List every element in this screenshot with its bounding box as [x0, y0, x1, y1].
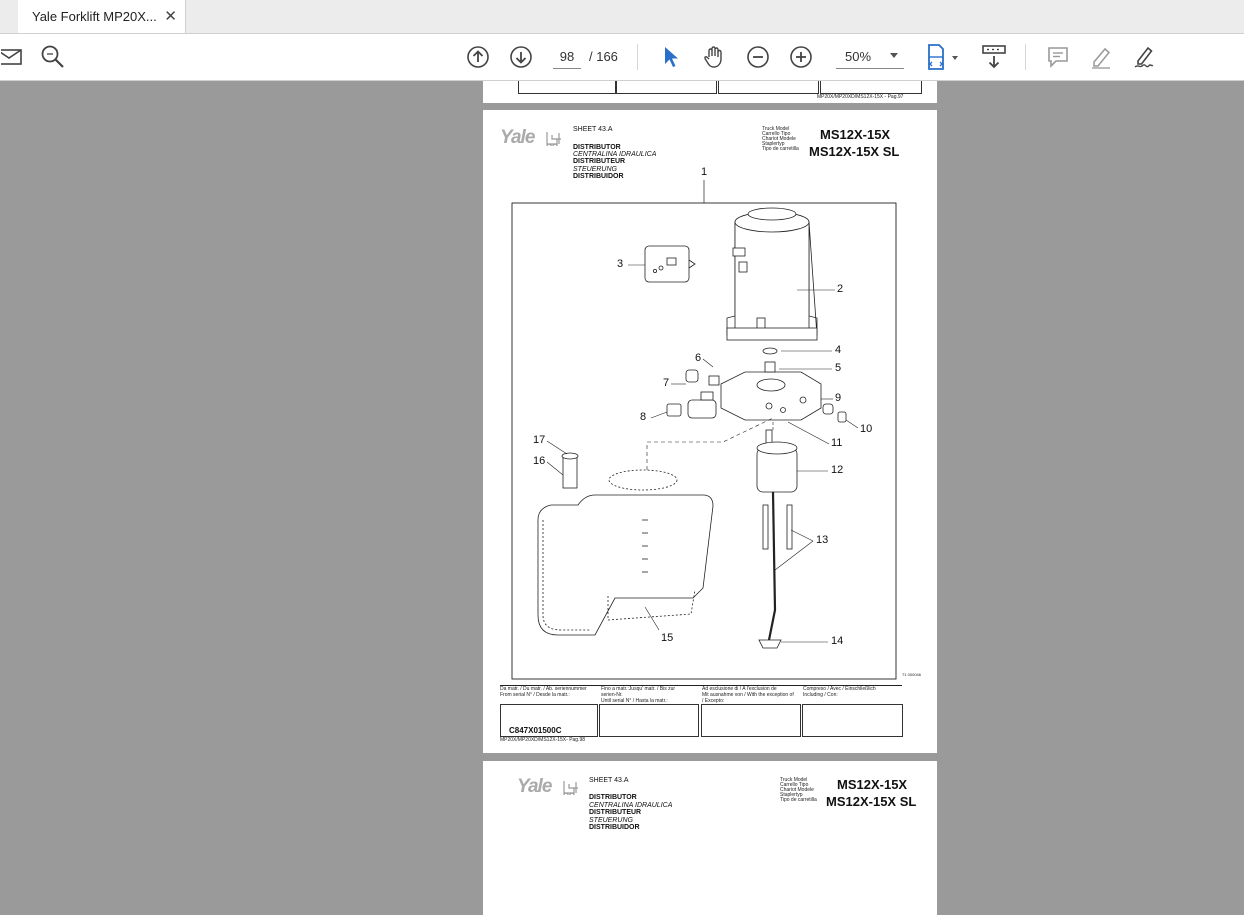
column-header: Ad esclusione di / A l'exclusion de: [702, 686, 777, 692]
tab-title: Yale Forklift MP20X...: [32, 9, 157, 24]
page-footer: MP20X/MP20XD/MS12X-15X - Pag.97: [817, 94, 904, 100]
tab-bar: [0, 0, 1244, 34]
title-line: DISTRIBUTEUR: [589, 809, 642, 816]
zoom-in-icon[interactable]: [787, 34, 815, 80]
truck-model-label: Carrello Tipo: [762, 131, 791, 137]
yale-logo: Yale: [517, 776, 552, 797]
part-3-drawing: [645, 246, 695, 282]
pdf-page: [483, 761, 937, 915]
title-line: STEUERUNG: [589, 817, 633, 824]
truck-model-label: Staplertyp: [762, 141, 785, 147]
title-line: DISTRIBUIDOR: [589, 824, 640, 831]
callout-8: 8: [640, 411, 647, 423]
chevron-down-icon: [890, 53, 898, 58]
zoom-out-icon[interactable]: [744, 34, 772, 80]
column-header: serien-Nr.: [601, 692, 623, 698]
valve-block-drawing: [667, 348, 846, 422]
mail-icon[interactable]: [0, 34, 24, 80]
model-name: MS12X-15X SL: [809, 144, 900, 159]
callout-17: 17: [533, 434, 546, 446]
callout-15: 15: [661, 632, 674, 644]
yale-logo: Yale: [500, 127, 535, 148]
sheet-number: SHEET 43.A: [589, 777, 629, 784]
drawing-code: T1 000046: [901, 672, 921, 677]
column-header: Da matr. / Du matr. / Ab. seriennummer: [500, 686, 587, 692]
truck-model-label: Truck Model: [762, 126, 790, 132]
callout-11: 11: [831, 437, 843, 449]
truck-model-label: Staplertyp: [780, 792, 803, 798]
tank-drawing: [538, 453, 713, 635]
column-header: Mit ausnahme von / With the exception of: [702, 692, 794, 698]
title-line: DISTRIBUTOR: [573, 144, 621, 151]
title-line: DISTRIBUTEUR: [573, 158, 626, 165]
column-header: From serial N° / Desde la matr.:: [500, 692, 570, 698]
callout-3: 3: [617, 258, 624, 270]
serial-from: C847X01500C: [509, 726, 562, 735]
fit-page-icon[interactable]: [922, 34, 962, 80]
previous-page: [483, 81, 937, 103]
serial-box: [820, 81, 922, 94]
search-icon[interactable]: [38, 34, 68, 80]
title-line: DISTRIBUIDOR: [573, 173, 624, 180]
title-line: STEUERUNG: [573, 166, 617, 173]
callout-12: 12: [831, 464, 844, 476]
serial-box: [802, 704, 903, 737]
column-header: Until serial N° / Hasta la matr.:: [601, 698, 668, 704]
truck-model-label: Carrello Tipo: [780, 782, 809, 788]
page-number-input[interactable]: [553, 44, 581, 69]
pump-drawing: [757, 430, 797, 648]
callout-9: 9: [835, 392, 842, 404]
callout-14: 14: [831, 635, 844, 647]
callout-1: 1: [701, 166, 708, 178]
document-viewer[interactable]: [0, 81, 1244, 915]
truck-model-label: Tipo de carretilla: [762, 146, 799, 152]
comment-icon[interactable]: [1044, 34, 1072, 80]
previous-page-icon[interactable]: [464, 34, 492, 80]
model-name: MS12X-15X SL: [826, 794, 917, 809]
model-name: MS12X-15X: [820, 127, 891, 142]
callout-4: 4: [835, 344, 842, 356]
toolbar: [0, 34, 1244, 81]
truck-model-label: Chariot Modele: [780, 787, 814, 793]
pdf-page: [483, 110, 937, 753]
sign-icon[interactable]: [1130, 34, 1160, 80]
serial-box: [599, 704, 699, 737]
callout-2: 2: [837, 283, 844, 295]
callout-5: 5: [835, 362, 842, 374]
truck-model-label: Truck Model: [780, 777, 808, 783]
title-line: CENTRALINA IDRAULICA: [589, 802, 673, 809]
motor-drawing: [727, 208, 817, 340]
page-total: / 166: [589, 49, 618, 64]
column-header: Including / Con:: [803, 692, 838, 698]
document-tab[interactable]: [18, 0, 186, 33]
select-tool-icon[interactable]: [657, 34, 685, 80]
title-line: DISTRIBUTOR: [589, 794, 637, 801]
truck-model-label: Chariot Modele: [762, 136, 796, 142]
callout-16: 16: [533, 455, 546, 467]
toolbar-divider: [1025, 44, 1026, 70]
serial-box: [718, 81, 819, 94]
truck-model-label: Tipo de carretilla: [780, 797, 817, 803]
serial-box: [518, 81, 616, 94]
serial-box: [616, 81, 717, 94]
column-header: Fino a matr.:Jusqu' matr. / Bis zur: [601, 686, 676, 692]
callout-10: 10: [860, 423, 873, 435]
callout-6: 6: [695, 352, 702, 364]
model-name: MS12X-15X: [837, 777, 908, 792]
callout-7: 7: [663, 377, 670, 389]
sheet-number: SHEET 43.A: [573, 126, 613, 133]
page-footer: MP20X/MP20XD/MS12X-15X- Pag.98: [500, 737, 586, 743]
highlight-icon[interactable]: [1087, 34, 1115, 80]
column-header: Compreso / Avec / Einschließlich: [803, 686, 876, 692]
callout-13: 13: [816, 534, 829, 546]
close-icon[interactable]: ✕: [164, 8, 177, 25]
zoom-select[interactable]: [836, 44, 904, 69]
hand-tool-icon[interactable]: [699, 34, 729, 80]
zoom-value: 50%: [845, 49, 872, 64]
column-header: / Excepto:: [702, 698, 725, 704]
scroll-mode-icon[interactable]: [979, 34, 1009, 80]
next-page-icon[interactable]: [507, 34, 535, 80]
toolbar-divider: [637, 44, 638, 70]
forklift-logo-icon: [562, 779, 580, 795]
title-line: CENTRALINA IDRAULICA: [573, 151, 657, 158]
serial-box: [701, 704, 801, 737]
